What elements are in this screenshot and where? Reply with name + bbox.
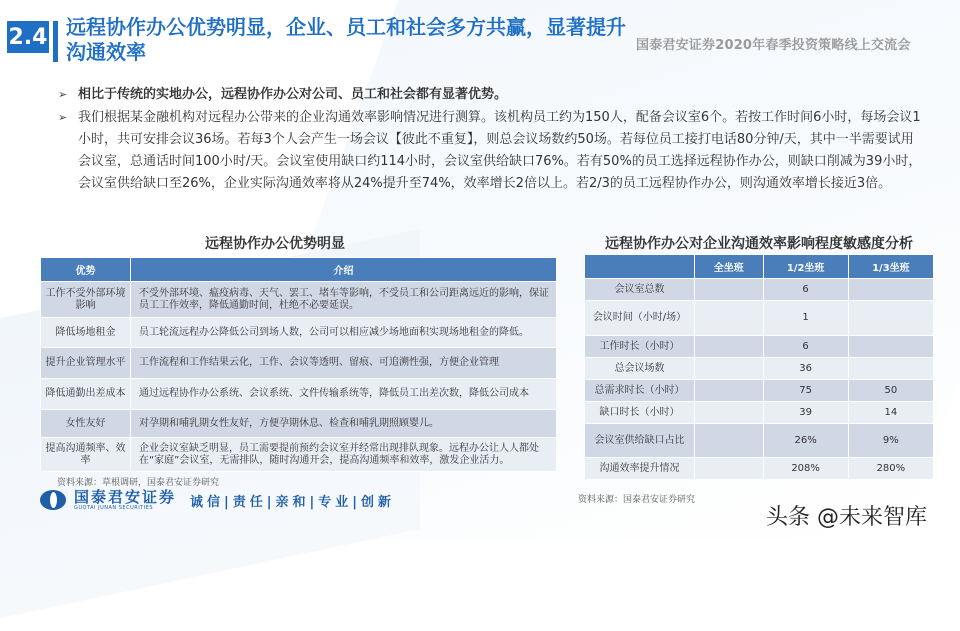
table1-header: 介绍 [131,258,557,282]
table-cell: 工作不受外部环境影响 [41,282,131,318]
table-cell [848,336,933,358]
table-cell: 工作流程和工作结果云化，工作、会议等透明、留痕、可追溯性强，方便企业管理 [131,348,557,379]
table-cell: 企业会议室缺乏明显，员工需要提前预约会议室并经常出现排队现象。远程办公让人人都处在“家庭”会议室，无需排队，随时沟通开会，提高沟通频率和效率，激发企业活力。 [131,438,557,472]
table-cell: 通过远程协作办公系统、会议系统、文件传输系统等，降低员工出差次数，降低公司成本 [131,379,557,410]
advantages-table [40,257,557,472]
table1-source: 资料来源：草根调研，国泰君安证券研究 [57,478,220,488]
table-cell: 36 [763,358,848,380]
table-cell: 39 [763,402,848,424]
table-cell: 对孕期和哺乳期女性友好，方便孕期休息、检查和哺乳期照顾婴儿。 [131,410,557,438]
table-row [585,458,934,480]
table-cell [695,358,764,380]
page-title: 远程协作办公优势明显，企业、员工和社会多方共赢，显著提升沟通效率 [66,15,626,64]
sensitivity-table [584,254,934,480]
table-cell: 208% [763,458,848,480]
table-row [585,301,934,336]
table-cell: 提升企业管理水平 [41,348,131,379]
table-row [41,318,557,348]
table1-title: 远程协作办公优势明显 [205,236,345,252]
bullet-list [58,84,923,195]
bullet-item [58,84,923,106]
bullet-text: 相比于传统的实地办公，远程协作办公对公司、员工和社会都有显著优势。 [78,87,508,102]
table-cell [695,424,764,458]
table-row [585,358,934,380]
table-cell: 6 [763,279,848,301]
table-cell: 26% [763,424,848,458]
logo-cn-text: 国泰君安证券 [74,488,177,506]
company-logo [40,489,176,511]
arrow-bullet-icon: ➢ [58,111,68,124]
event-name: 国泰君安证券2020年春季投资策略线上交流会 [636,38,911,53]
table-cell: 降低场地租金 [41,318,131,348]
table-cell [695,279,764,301]
table-cell: 75 [763,380,848,402]
table-cell [695,458,764,480]
table-cell: 总会议场数 [585,358,695,380]
table-cell: 6 [763,336,848,358]
table-row [585,336,934,358]
table-cell: 提高沟通频率、效率 [41,438,131,472]
table-cell [695,336,764,358]
company-motto: 诚信|责任|亲和|专业|创新 [190,495,395,510]
table-row [41,379,557,410]
table2-header [585,255,695,279]
table-cell: 沟通效率提升情况 [585,458,695,480]
table-cell [695,402,764,424]
bullet-item [58,107,923,195]
table-row [585,380,934,402]
table-row [585,424,934,458]
table2-header: 1/3坐班 [848,255,933,279]
table-cell: 工作时长（小时） [585,336,695,358]
table-cell [848,358,933,380]
logo-icon [40,490,66,510]
table-cell: 14 [848,402,933,424]
table-cell: 50 [848,380,933,402]
table2-header: 1/2坐班 [763,255,848,279]
table-cell: 会议室供给缺口占比 [585,424,695,458]
table-cell: 280% [848,458,933,480]
table1-header: 优势 [41,258,131,282]
section-number: 2.4 [7,21,49,53]
table-cell: 不受外部环境、瘟疫病毒、天气、罢工、堵车等影响，不受员工和公司距离远近的影响，保证员工工作效率，降低通勤时间，杜绝不必要延误。 [131,282,557,318]
table-row [585,279,934,301]
table-cell: 9% [848,424,933,458]
section-divider [53,21,58,62]
table2-source: 资料来源：国泰君安证券研究 [578,495,696,505]
table2-title: 远程协作办公对企业沟通效率影响程度敏感度分析 [605,236,913,252]
watermark: 头条 @未来智库 [766,505,927,530]
table2-header: 全坐班 [695,255,764,279]
logo-en-text: GUOTAI JUNAN SECURITIES [74,505,154,511]
table-cell: 缺口时长（小时） [585,402,695,424]
table-row [585,402,934,424]
table-cell: 女性友好 [41,410,131,438]
table-cell [695,301,764,336]
table-cell: 会议时间（小时/场） [585,301,695,336]
table-cell: 会议室总数 [585,279,695,301]
table-row [41,410,557,438]
table-cell: 总需求时长（小时） [585,380,695,402]
table-row [41,282,557,318]
table-cell: 员工轮流远程办公降低公司到场人数，公司可以相应减少场地面积实现场地租金的降低。 [131,318,557,348]
table-cell [848,301,933,336]
table-cell [695,380,764,402]
table-cell: 1 [763,301,848,336]
arrow-bullet-icon: ➢ [58,88,68,101]
table-cell: 降低通勤出差成本 [41,379,131,410]
table-row [41,348,557,379]
table-row [41,438,557,472]
table-cell [848,279,933,301]
bullet-text: 我们根据某金融机构对远程办公带来的企业沟通效率影响情况进行测算。该机构员工约为150人，配备会议室6个。若按工作时间6小时，每场会议1小时，共可安排会议36场。若每3个人会产生一场会议【彼此不重复】，则总会议场数约50场。若每位员工接打电话80分钟/天，其中一半需要试用会议室，总通话时间100小时/天。会议室使用缺口约114小时，会议室供给缺口76%。若有50%的员工选择远程协作办公，则缺口削减为39小时，会议室供给缺口至26%，企业实际沟通效率将从24%提升至74%，效率增长2倍以上。若2/3的员工远程协作办公，则沟通效率增长接近3倍。 [78,110,922,191]
